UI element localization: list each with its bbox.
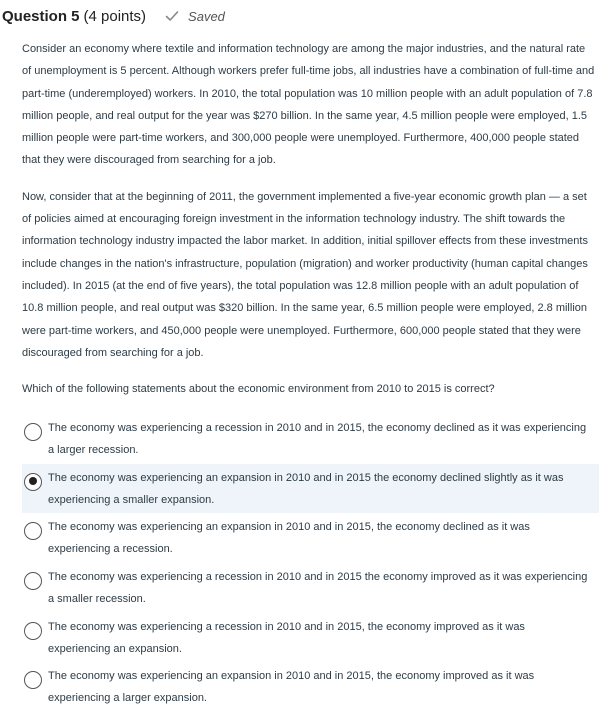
scenario-paragraph-2: Now, consider that at the beginning of 2011, the government implemented a five-year economic growth plan — a set of policies aimed at encouraging foreign investment in the information technology industry. The shift towards the information technology industry impacted the labor market. In addition, initial spillover effects from these investments include changes in the nation's infrastructure, population (migration) and worker productivity (human capital changes included). In 2015 (at the end of five years), the total population was 12.8 million people with an adult population of 10.8 million people, and real output was $320 billion. In the same year, 6.5 million people were employed, 2.8 million were part-time workers, and 450,000 people were unemployed. Furthermore, 600,000 people stated that they were discouraged from searching for a job. [22, 190, 588, 359]
checkmark-icon [164, 8, 180, 24]
question-points: (4 points) [83, 7, 147, 25]
answer-label[interactable]: The economy was experiencing a recession in 2010 and in 2015, the economy improved as it was experiencing an expansion. [48, 620, 525, 655]
radio-button[interactable] [24, 622, 42, 640]
saved-label: Saved [188, 8, 225, 24]
question-title: Question 5 [2, 7, 80, 25]
radio-button[interactable] [24, 572, 42, 590]
question-header [0, 0, 605, 32]
answer-list [22, 414, 599, 712]
radio-button[interactable] [24, 522, 42, 540]
answer-label[interactable]: The economy was experiencing an expansion in 2010 and in 2015, the economy improved as it was experiencing a larger expansion. [48, 670, 535, 705]
scenario-paragraph-1: Consider an economy where textile and information technology are among the major industries, and the natural rate of unemployment is 5 percent. Although workers prefer full-time jobs, all industries have a combination of full-time and part-time (underemployed) workers. In 2010, the total population was 10 million people with an adult population of 7.8 million people, and real output for the year was $270 billion. In the same year, 4.5 million people were employed, 1.5 million people were part-time workers, and 300,000 people were unemployed. Furthermore, 400,000 people stated that they were discouraged from searching for a job. [22, 43, 595, 167]
question-body [22, 38, 597, 400]
radio-button[interactable] [24, 671, 42, 689]
radio-button[interactable] [24, 423, 42, 441]
answer-option[interactable] [22, 613, 599, 663]
saved-status [164, 8, 225, 24]
radio-button[interactable] [24, 473, 42, 491]
question-prompt: Which of the following statements about the economic environment from 2010 to 2015 is correct? [22, 383, 495, 396]
answer-option[interactable] [22, 464, 599, 514]
answer-label[interactable]: The economy was experiencing a recession in 2010 and in 2015, the economy declined as it was experiencing a larger recession. [48, 422, 587, 456]
answer-label[interactable]: The economy was experiencing an expansion in 2010 and in 2015, the economy declined as it was experiencing a recession. [48, 521, 530, 556]
answer-label[interactable]: The economy was experiencing an expansion in 2010 and in 2015 the economy declined slightly as it was experiencing a smaller expansion. [48, 471, 564, 506]
answer-label[interactable]: The economy was experiencing a recession in 2010 and in 2015 the economy improved as it was experiencing a smaller recession. [48, 571, 588, 606]
answer-option[interactable] [22, 414, 599, 464]
answer-option[interactable] [22, 563, 599, 613]
answer-option[interactable] [22, 513, 599, 563]
answer-option[interactable] [22, 662, 599, 712]
